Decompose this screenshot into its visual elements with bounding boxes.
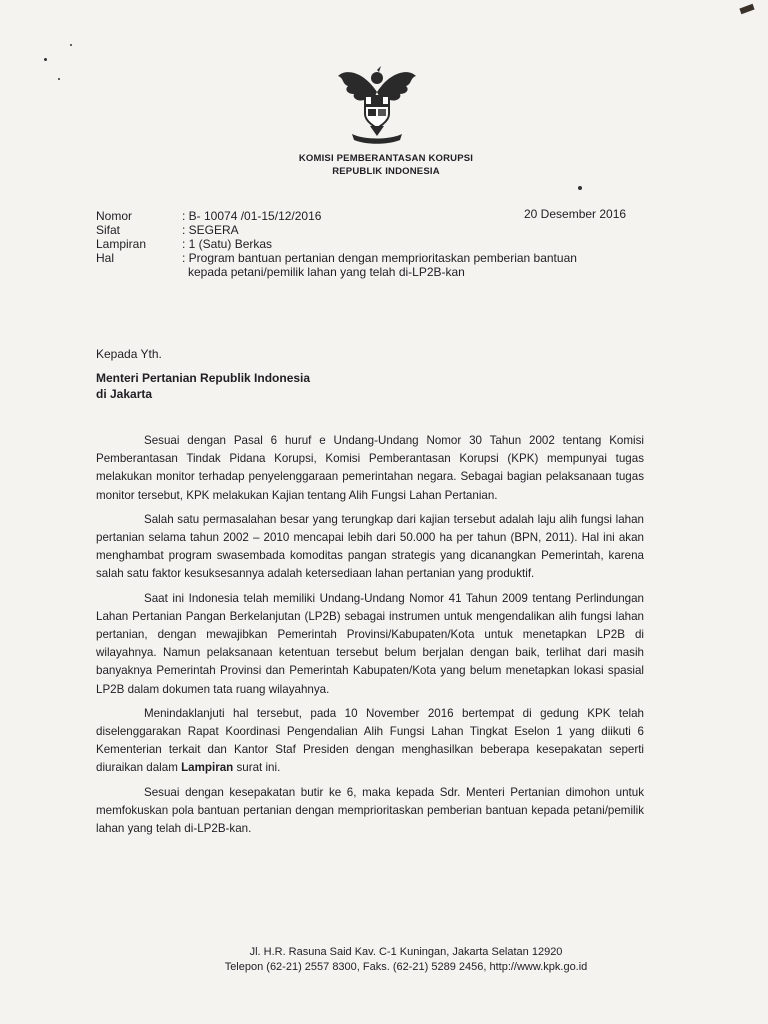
paragraph-text: surat ini. bbox=[233, 761, 281, 775]
meta-row-lampiran bbox=[96, 237, 577, 251]
footer-address: Jl. H.R. Rasuna Said Kav. C-1 Kuningan, Jakarta Selatan 12920 bbox=[249, 946, 563, 958]
scan-speck bbox=[58, 78, 60, 80]
meta-label: Nomor bbox=[96, 209, 133, 223]
paragraph: Sesuai dengan Pasal 6 huruf e Undang-Undang Nomor 30 Tahun 2002 tentang Komisi Pemberantasan Tindak Pidana Korupsi, Komisi Pemberantasan Korupsi (KPK) mempunyai tugas melakukan monitor terhadap penyelenggaraan pemerintahan negara. Sebagai bagian pelaksanaan tugas monitor tersebut, KPK melakukan Kajian tentang Alih Fungsi Lahan Pertanian. bbox=[96, 434, 644, 502]
meta-row-hal bbox=[96, 251, 577, 279]
meta-label: Sifat bbox=[96, 223, 121, 237]
footer-contact: Telepon (62-21) 2557 8300, Faks. (62-21) 5289 2456, http://www.kpk.go.id bbox=[224, 961, 588, 973]
scan-speck bbox=[44, 58, 47, 61]
hal-line-1: : Program bantuan pertanian dengan memprioritaskan pemberian bantuan bbox=[182, 251, 577, 265]
org-country: REPUBLIK INDONESIA bbox=[332, 166, 440, 177]
hal-line-2: kepada petani/pemilik lahan yang telah di-LP2B-kan bbox=[188, 265, 465, 279]
org-name: KOMISI PEMBERANTASAN KORUPSI bbox=[298, 153, 474, 164]
meta-row-nomor bbox=[96, 209, 577, 223]
meta-value: : B- 10074 /01-15/12/2016 bbox=[182, 209, 322, 223]
addressee-block bbox=[96, 346, 310, 402]
garuda-emblem bbox=[334, 62, 420, 148]
meta-value: : SEGERA bbox=[182, 223, 239, 237]
paragraph bbox=[96, 705, 644, 778]
paragraph: Saat ini Indonesia telah memiliki Undang-Undang Nomor 41 Tahun 2009 tentang Perlindungan Lahan Pertanian Pangan Berkelanjutan (LP2B) sebagai instrumen untuk mengendalikan alih fungsi lahan pertanian, dengan mewajibkan Pemerintah Provinsi/Kabupaten/Kota untuk menetapkan LP2B di wilayahnya. Namun pelaksanaan ketentuan tersebut belum berjalan dengan baik, terlihat dari masih banyaknya Pemerintah Provinsi dan Pemerintah Kabupaten/Kota yang belum menetapkan lokasi spasial LP2B dalam dokumen tata ruang wilayahnya. bbox=[96, 591, 644, 696]
recipient: Menteri Pertanian Republik Indonesia bbox=[96, 371, 311, 385]
staple-mark bbox=[739, 4, 754, 14]
paragraph-text: Menindaklanjuti hal tersebut, pada 10 November 2016 bertempat di gedung KPK telah diselenggarakan Rapat Koordinasi Pengendalian Alih Fungsi Lahan Tingkat Eselon 1 yang diikuti 6 Kementerian terkait dan Kantor Staf Presiden dengan menghasilkan beberapa kesepakatan seperti diuraikan dalam bbox=[96, 706, 644, 775]
paragraph: Sesuai dengan kesepakatan butir ke 6, maka kepada Sdr. Menteri Pertanian dimohon untuk memfokuskan pola bantuan pertanian dengan memprioritaskan pemberian bantuan kepada petani/pemilik lahan yang telah di-LP2B-kan. bbox=[96, 785, 644, 836]
meta-label: Lampiran bbox=[96, 237, 147, 251]
letter-date: 20 Desember 2016 bbox=[524, 207, 627, 221]
greeting: Kepada Yth. bbox=[96, 347, 162, 361]
recipient-location: di Jakarta bbox=[96, 387, 153, 401]
paragraph: Salah satu permasalahan besar yang terungkap dari kajian tersebut adalah laju alih fungsi lahan pertanian selama tahun 2002 – 2010 mencapai lebih dari 50.000 ha per tahun (BPN, 2011). Hal ini akan menghambat program swasembada komoditas pangan strategis yang dicanangkan Pemerintah, karena salah satu faktor kesuksesannya adalah ketersediaan lahan pertanian yang produktif. bbox=[96, 512, 644, 581]
scan-speck bbox=[70, 44, 72, 46]
letter-metadata bbox=[96, 209, 577, 279]
lampiran-emphasis: Lampiran bbox=[181, 761, 234, 775]
meta-value: : 1 (Satu) Berkas bbox=[182, 237, 273, 251]
meta-label: Hal bbox=[96, 251, 115, 265]
meta-value bbox=[182, 251, 577, 279]
letter-body bbox=[96, 432, 644, 844]
meta-row-sifat bbox=[96, 223, 577, 237]
scan-speck bbox=[578, 186, 582, 190]
